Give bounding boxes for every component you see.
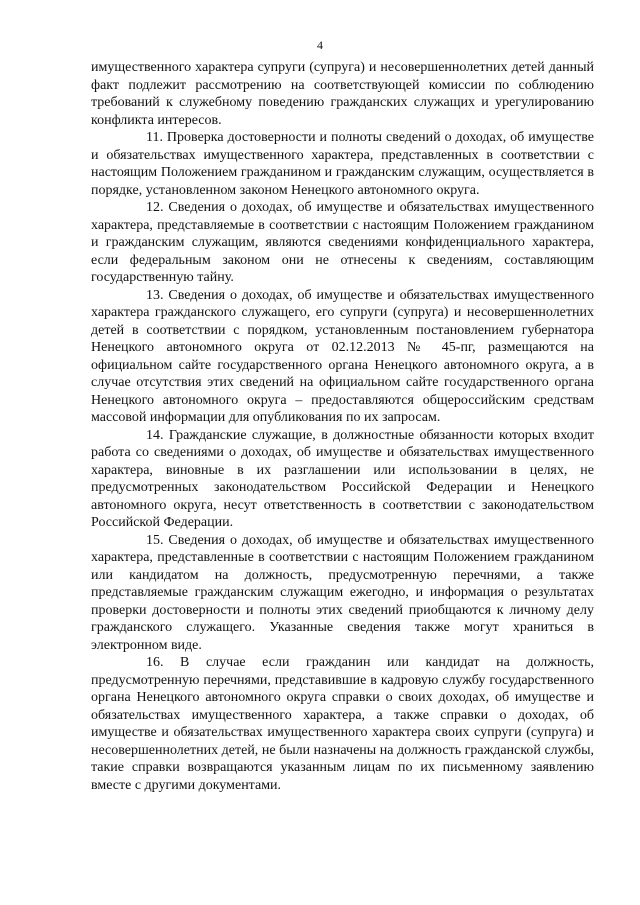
paragraph-item-14: 14. Гражданские служащие, в должностные обязанности которых входит работа со сведениями о доходах, об имуществе и обязательствах имущественного характера, виновные в их разглашении или использовании в целях, не предусмотренных законодательством Российской Федерации и Ненецкого автономного округа, несут ответственность в соответствии с законодательством Российской Федерации.: [91, 427, 594, 530]
document-body: [91, 59, 594, 794]
paragraph-item-11: 11. Проверка достоверности и полноты сведений о доходах, об имуществе и обязательствах имущественного характера, представленных в соответствии с настоящим Положением гражданином и гражданским служащим, осуществляется в порядке, установленном законом Ненецкого автономного округа.: [91, 130, 594, 198]
paragraph-item-13: 13. Сведения о доходах, об имуществе и обязательствах имущественного характера гражданского служащего, его супруги (супруга) и несовершеннолетних детей в соответствии с порядком, установленным постановлением губернатора Ненецкого автономного округа от 02.12.2013 № 45-пг, размещаются на официальном сайте государственного органа Ненецкого автономного округа, а в случае отсутствия этих сведений на официальном сайте государственного органа Ненецкого автономного округа – предоставляются общероссийским средствам массовой информации для опубликования по их запросам.: [91, 287, 594, 425]
paragraph-item-15: 15. Сведения о доходах, об имуществе и обязательствах имущественного характера, представленные в соответствии с настоящим Положением гражданином или кандидатом на должность, предусмотренную перечнями, а также представляемые гражданским служащим ежегодно, и информация о результатах проверки достоверности и полноты этих сведений приобщаются к личному делу гражданского служащего. Указанные сведения также могут храниться в электронном виде.: [91, 532, 594, 653]
paragraph-item-12: 12. Сведения о доходах, об имуществе и обязательствах имущественного характера, представляемые в соответствии с настоящим Положением гражданином и гражданским служащим, являются сведениями конфиденциального характера, если федеральным законом они не отнесены к сведениям, составляющим государственную тайну.: [91, 200, 594, 285]
page-number: 4: [317, 38, 323, 52]
paragraph-continuation: имущественного характера супруги (супруга) и несовершеннолетних детей данный факт подлежит рассмотрению на соответствующей комиссии по соблюдению требований к служебному поведению гражданских служащих и урегулированию конфликта интересов.: [91, 60, 594, 128]
paragraph-item-16: 16. В случае если гражданин или кандидат на должность, предусмотренную перечнями, представившие в кадровую службу государственного органа Ненецкого автономного округа справки о своих доходах, об имуществе и обязательствах имущественного характера, а также справки о доходах, об имуществе и обязательствах имущественного характера своих супруги (супруга) и несовершеннолетних детей, не были назначены на должность гражданской службы, такие справки возвращаются указанным лицам по их письменному заявлению вместе с другими документами.: [91, 655, 594, 793]
